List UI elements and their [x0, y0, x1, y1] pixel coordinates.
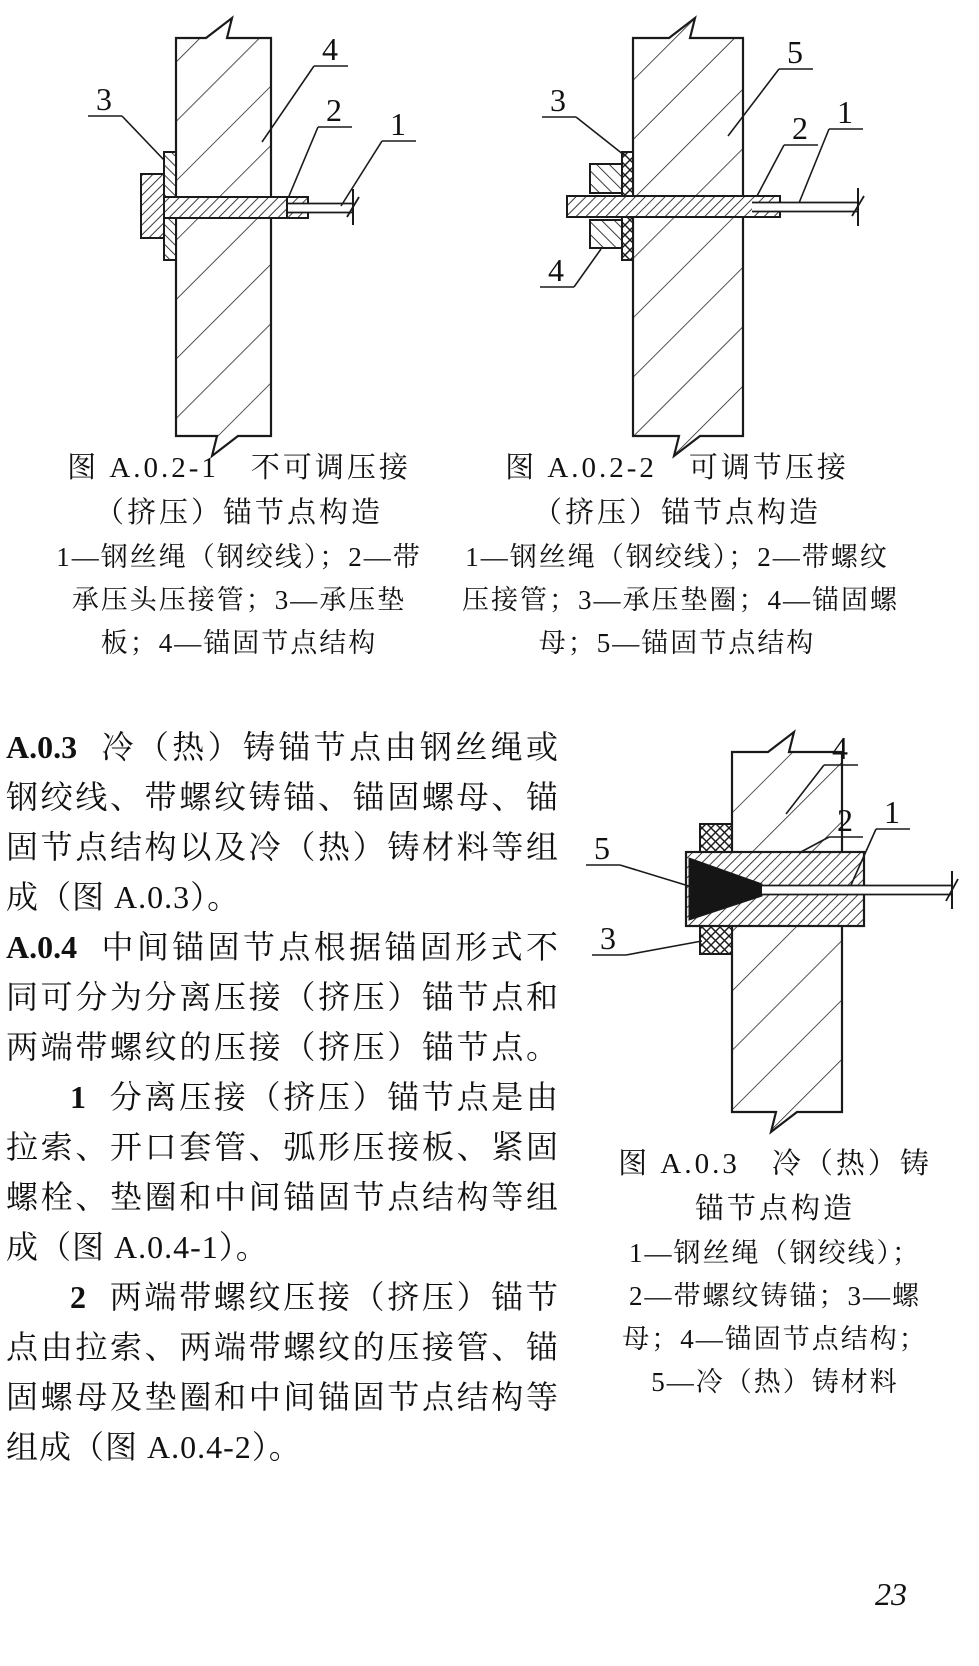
label-3: 3 — [600, 920, 616, 956]
body-line — [6, 1372, 559, 1422]
body-line — [6, 1322, 559, 1372]
anchor-structure-column — [633, 18, 743, 456]
label-3: 3 — [550, 82, 566, 118]
body-line — [6, 772, 559, 822]
caption-title-line: 图 A.0.2-1 不可调压接 — [67, 452, 411, 484]
caption-legend-line: 5—冷（热）铸材料 — [651, 1367, 899, 1397]
body-line-text: 成（图 A.0.3）。 — [6, 879, 241, 915]
body-line — [6, 1222, 559, 1272]
body-line-text: 拉索、开口套管、弧形压接板、紧固 — [6, 1129, 559, 1165]
fig-a03-caption — [585, 1142, 965, 1404]
label-4: 4 — [548, 252, 564, 288]
body-line-text: 成（图 A.0.4-1）。 — [6, 1229, 269, 1265]
body-line-text: 螺栓、垫圈和中间锚固节点结构等组 — [6, 1179, 559, 1215]
body-line-text: 固节点结构以及冷（热）铸材料等组 — [6, 829, 559, 865]
anchor-nut-top — [590, 164, 622, 193]
label-2: 2 — [837, 802, 853, 838]
clause-number: 1 — [70, 1079, 86, 1115]
caption-legend-line: 板；4—锚固节点结构 — [100, 628, 378, 658]
caption-legend-line: 1—钢丝绳（钢绞线）；2—带 — [56, 542, 422, 572]
caption-title-line: （挤压）锚节点构造 — [94, 497, 383, 529]
body-line — [6, 1072, 559, 1122]
body-line-text: 组成（图 A.0.4-2）。 — [6, 1429, 302, 1465]
label-2: 2 — [792, 110, 808, 146]
clause-number: A.0.4 — [6, 929, 78, 965]
caption-legend-line: 2—带螺纹铸锚；3—螺 — [629, 1281, 921, 1311]
caption-title-line: 锚节点构造 — [694, 1193, 855, 1225]
body-line — [6, 922, 559, 972]
pressure-head — [141, 174, 164, 238]
label-4: 4 — [832, 730, 848, 766]
body-line-text: 两端带螺纹的压接（挤压）锚节点。 — [6, 1029, 559, 1065]
clause-number: 2 — [70, 1279, 86, 1315]
caption-title-line: 图 A.0.3 冷（热）铸 — [618, 1148, 932, 1180]
body-line — [6, 872, 559, 922]
label-1: 1 — [390, 106, 406, 142]
body-line-text: 钢绞线、带螺纹铸锚、锚固螺母、锚 — [6, 779, 559, 815]
body-line — [6, 972, 559, 1022]
caption-title-line: 图 A.0.2-2 可调节压接 — [505, 452, 849, 484]
body-line — [6, 1122, 559, 1172]
caption-legend-line: 承压头压接管；3—承压垫 — [71, 585, 407, 615]
label-2: 2 — [326, 92, 342, 128]
nut-bottom — [700, 926, 732, 954]
body-text — [6, 722, 559, 1472]
body-line-text: 同可分为分离压接（挤压）锚节点和 — [6, 979, 559, 1015]
page-number: 23 — [875, 1576, 907, 1612]
body-line — [6, 1422, 559, 1472]
label-4: 4 — [322, 31, 338, 67]
clause-number: A.0.3 — [6, 729, 78, 765]
caption-title-line: （挤压）锚节点构造 — [532, 497, 821, 529]
fig-a03-diagram — [575, 715, 975, 1145]
body-line — [6, 1022, 559, 1072]
caption-legend-line: 压接管；3—承压垫圈；4—锚固螺 — [462, 585, 899, 615]
anchor-structure-column — [176, 18, 271, 456]
body-line — [6, 722, 559, 772]
nut-top — [700, 824, 732, 852]
caption-legend-line: 母；5—锚固节点结构 — [538, 628, 816, 658]
caption-legend-line: 1—钢丝绳（钢绞线）； — [629, 1238, 921, 1268]
body-line-text: 点由拉索、两端带螺纹的压接管、锚 — [6, 1329, 559, 1365]
fig-a02-2-diagram — [470, 10, 890, 460]
cable-rod — [752, 188, 864, 226]
anchor-structure-column — [732, 732, 842, 1132]
caption-legend-line: 母；4—锚固节点结构； — [622, 1324, 928, 1354]
label-1: 1 — [837, 94, 853, 130]
body-line-text: 分离压接（挤压）锚节点是由 — [108, 1079, 559, 1115]
fig-a02-1-diagram — [60, 10, 440, 460]
anchor-nut-bottom — [590, 220, 622, 248]
label-3: 3 — [96, 81, 112, 117]
body-line-text: 两端带螺纹压接（挤压）锚节 — [108, 1279, 559, 1315]
label-5: 5 — [787, 34, 803, 70]
body-line-text: 冷（热）铸锚节点由钢丝绳或 — [99, 729, 559, 765]
threaded-press-tube — [567, 196, 780, 217]
label-5: 5 — [594, 830, 610, 866]
caption-legend-line: 1—钢丝绳（钢绞线）；2—带螺纹 — [465, 542, 889, 572]
body-line-text: 中间锚固节点根据锚固形式不 — [99, 929, 559, 965]
label-1: 1 — [884, 794, 900, 830]
body-line — [6, 822, 559, 872]
body-line — [6, 1172, 559, 1222]
body-line — [6, 1272, 559, 1322]
fig-a02-1-caption — [50, 446, 428, 665]
body-line-text: 固螺母及垫圈和中间锚固节点结构等 — [6, 1379, 559, 1415]
fig-a02-2-caption — [462, 446, 899, 665]
press-tube — [164, 197, 287, 218]
